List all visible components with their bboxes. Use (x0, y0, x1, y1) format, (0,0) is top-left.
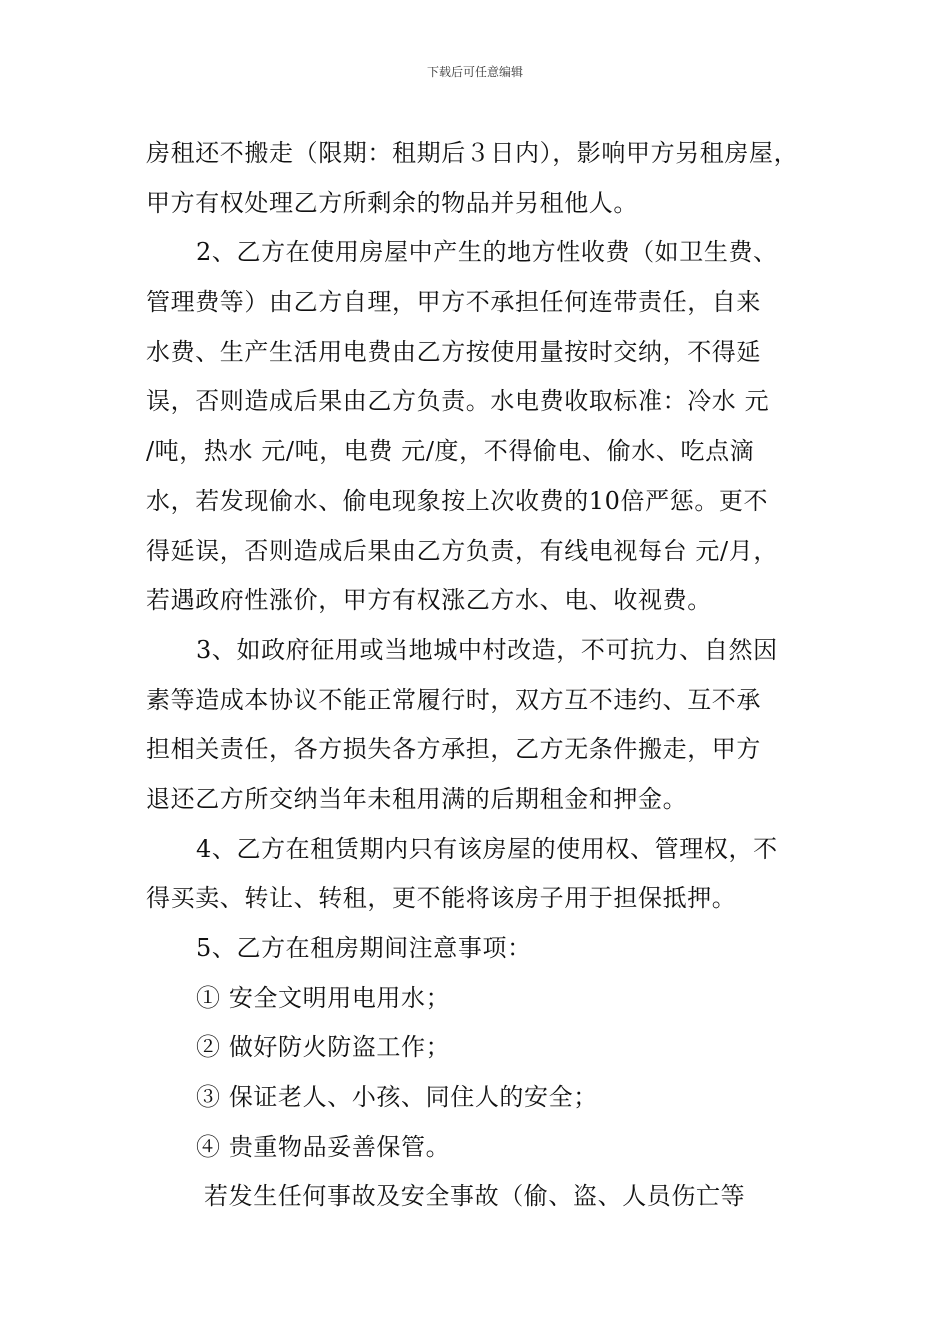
text-line: 得买卖、转让、转租，更不能将该房子用于担保抵押。 (146, 884, 737, 913)
list-item: ④ 贵重物品妥善保管。 (196, 1132, 451, 1161)
clause-5-heading: 5、乙方在租房期间注意事项： (196, 934, 532, 962)
text-line: 若发生任何事故及安全事故（偷、盗、人员伤亡等 (204, 1182, 746, 1211)
page-header-note: 下载后可任意编辑 (426, 65, 523, 79)
text-line: 素等造成本协议不能正常履行时，双方互不违约、互不承 (146, 685, 761, 714)
clause-4-start: 4、乙方在租赁期内只有该房屋的使用权、管理权，不 (196, 834, 778, 863)
list-item: ① 安全文明用电用水； (196, 983, 451, 1012)
text-line: 若遇政府性涨价，甲方有权涨乙方水、电、收视费。 (146, 586, 712, 615)
text-line: 房租还不搬走（限期：租期后３日内），影响甲方另租房屋， (146, 139, 799, 167)
clause-2-start: 2、乙方在使用房屋中产生的地方性收费（如卫生费、 (196, 238, 778, 267)
text-line: 担相关责任，各方损失各方承担，乙方无条件搬走，甲方 (146, 735, 761, 764)
clause-3-start: 3、如政府征用或当地城中村改造，不可抗力、自然因 (196, 635, 778, 664)
text-line: 甲方有权处理乙方所剩余的物品并另租他人。 (146, 188, 638, 217)
text-line: /吨，热水 元/吨，电费 元/度，不得偷电、偷水、吃点滴 (146, 437, 755, 466)
text-line: 水，若发现偷水、偷电现象按上次收费的10倍严惩。更不 (146, 486, 769, 515)
list-item: ③ 保证老人、小孩、同住人的安全； (196, 1083, 598, 1112)
text-line: 管理费等）由乙方自理，甲方不承担任何连带责任，自来 (146, 288, 761, 317)
text-line: 得延误，否则造成后果由乙方负责，有线电视每台 元/月， (146, 536, 778, 565)
text-line: 退还乙方所交纳当年未租用满的后期租金和押金。 (146, 784, 688, 813)
list-item: ② 做好防火防盗工作； (196, 1033, 451, 1062)
text-line: 水费、生产生活用电费由乙方按使用量按时交纳，不得延 (146, 337, 761, 366)
text-line: 误，否则造成后果由乙方负责。水电费收取标准：冷水 元 (146, 387, 770, 416)
document-body (146, 129, 816, 1222)
